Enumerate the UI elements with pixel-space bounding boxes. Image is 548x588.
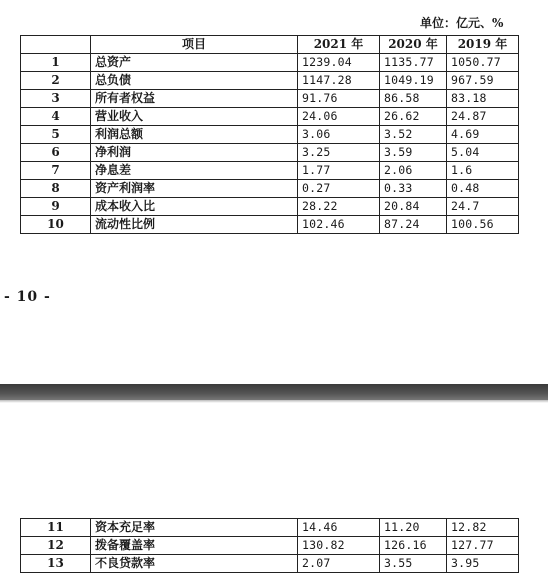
table-row: [21, 555, 519, 573]
value-2020: 1135.77: [380, 54, 447, 72]
table-row: [21, 537, 519, 555]
value-2020: 86.58: [380, 90, 447, 108]
value-2021: 1147.28: [298, 72, 380, 90]
value-2020: 0.33: [380, 180, 447, 198]
row-item-name: 成本收入比: [91, 198, 298, 216]
row-number: 7: [21, 162, 91, 180]
unit-label: 单位：亿元、%: [420, 16, 504, 30]
value-2019: 3.95: [447, 555, 519, 573]
table-row: [21, 519, 519, 537]
value-2019: 5.04: [447, 144, 519, 162]
value-2021: 0.27: [298, 180, 380, 198]
table-row: [21, 54, 519, 72]
row-item-name: 拨备覆盖率: [91, 537, 298, 555]
value-2019: 12.82: [447, 519, 519, 537]
row-number: 5: [21, 126, 91, 144]
value-2020: 11.20: [380, 519, 447, 537]
page-divider: [0, 384, 548, 400]
row-number: 8: [21, 180, 91, 198]
header-no: [21, 36, 91, 54]
value-2019: 24.87: [447, 108, 519, 126]
value-2020: 20.84: [380, 198, 447, 216]
row-item-name: 利润总额: [91, 126, 298, 144]
row-number: 10: [21, 216, 91, 234]
row-item-name: 不良贷款率: [91, 555, 298, 573]
table-row: [21, 144, 519, 162]
row-item-name: 流动性比例: [91, 216, 298, 234]
table-row: [21, 180, 519, 198]
row-number: 2: [21, 72, 91, 90]
value-2021: 1.77: [298, 162, 380, 180]
row-number: 1: [21, 54, 91, 72]
row-item-name: 资本充足率: [91, 519, 298, 537]
row-number: 12: [21, 537, 91, 555]
value-2021: 130.82: [298, 537, 380, 555]
value-2019: 100.56: [447, 216, 519, 234]
value-2021: 28.22: [298, 198, 380, 216]
value-2020: 3.52: [380, 126, 447, 144]
header-2021: 2021 年: [298, 36, 380, 54]
table-row: [21, 162, 519, 180]
row-number: 3: [21, 90, 91, 108]
value-2021: 2.07: [298, 555, 380, 573]
row-item-name: 净息差: [91, 162, 298, 180]
page-number: - 10 -: [4, 289, 51, 305]
value-2020: 3.59: [380, 144, 447, 162]
header-item: 项目: [91, 36, 298, 54]
value-2021: 1239.04: [298, 54, 380, 72]
row-item-name: 营业收入: [91, 108, 298, 126]
table-row: [21, 90, 519, 108]
value-2021: 102.46: [298, 216, 380, 234]
value-2021: 24.06: [298, 108, 380, 126]
financial-table-bottom: [20, 518, 519, 573]
table-row: [21, 72, 519, 90]
page-divider-shadow: [0, 400, 548, 403]
table-row: [21, 108, 519, 126]
value-2020: 2.06: [380, 162, 447, 180]
value-2020: 3.55: [380, 555, 447, 573]
row-item-name: 总资产: [91, 54, 298, 72]
header-2019: 2019 年: [447, 36, 519, 54]
row-number: 13: [21, 555, 91, 573]
row-number: 4: [21, 108, 91, 126]
value-2019: 83.18: [447, 90, 519, 108]
value-2019: 0.48: [447, 180, 519, 198]
row-item-name: 总负债: [91, 72, 298, 90]
row-item-name: 资产利润率: [91, 180, 298, 198]
row-item-name: 所有者权益: [91, 90, 298, 108]
table-header-row: [21, 36, 519, 54]
row-item-name: 净利润: [91, 144, 298, 162]
value-2019: 1050.77: [447, 54, 519, 72]
table-row: [21, 216, 519, 234]
value-2019: 4.69: [447, 126, 519, 144]
value-2019: 967.59: [447, 72, 519, 90]
row-number: 11: [21, 519, 91, 537]
header-2020: 2020 年: [380, 36, 447, 54]
value-2019: 1.6: [447, 162, 519, 180]
value-2021: 14.46: [298, 519, 380, 537]
value-2021: 3.06: [298, 126, 380, 144]
value-2021: 91.76: [298, 90, 380, 108]
value-2019: 127.77: [447, 537, 519, 555]
value-2019: 24.7: [447, 198, 519, 216]
row-number: 6: [21, 144, 91, 162]
table-row: [21, 198, 519, 216]
row-number: 9: [21, 198, 91, 216]
value-2020: 87.24: [380, 216, 447, 234]
table-row: [21, 126, 519, 144]
value-2020: 26.62: [380, 108, 447, 126]
financial-table-top: [20, 35, 519, 234]
value-2020: 126.16: [380, 537, 447, 555]
value-2021: 3.25: [298, 144, 380, 162]
value-2020: 1049.19: [380, 72, 447, 90]
